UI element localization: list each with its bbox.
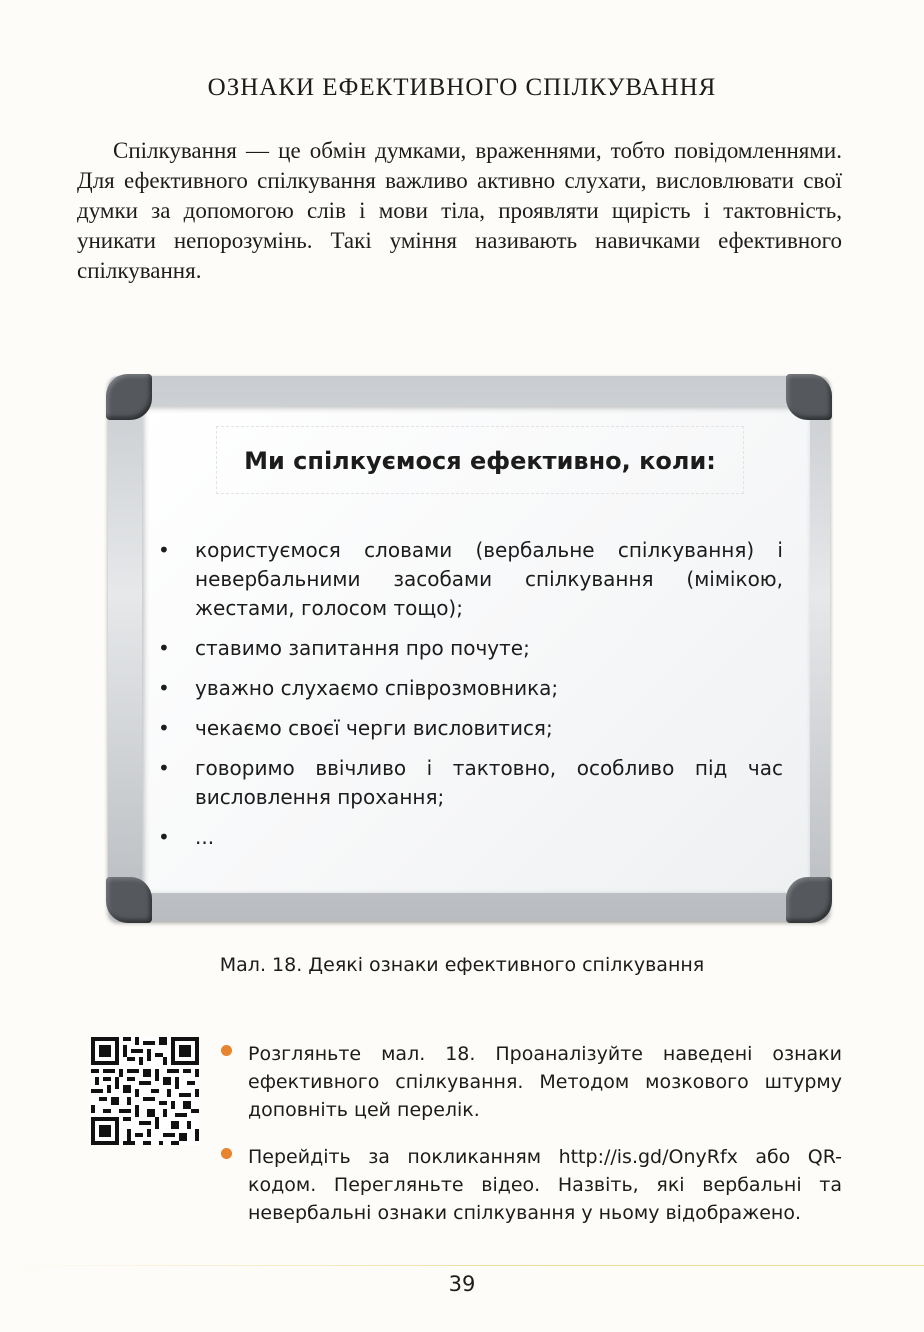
list-item — [158, 823, 783, 852]
task-text: Розгляньте мал. 18. Проаналізуйте наведені ознаки ефективного спілкування. Методом мозкового штурму доповніть цей перелік. — [248, 1043, 842, 1121]
bullet-icon: • — [158, 756, 170, 780]
list-item — [221, 1040, 842, 1124]
list-item-text: говоримо ввічливо і тактовно, особливо під час висловлення прохання; — [195, 756, 783, 809]
orange-bullet-icon — [221, 1045, 232, 1056]
list-item — [221, 1143, 842, 1227]
bullet-icon: • — [158, 538, 170, 562]
bullet-icon: • — [158, 716, 170, 740]
page-title: ОЗНАКИ ЕФЕКТИВНОГО СПІЛКУВАННЯ — [207, 74, 717, 101]
whiteboard-list — [158, 536, 783, 863]
orange-bullet-icon — [221, 1148, 232, 1159]
intro-paragraph: Спілкування — це обмін думками, враженнями, тобто повідомленнями. Для ефективного спілкування важливо активно слухати, висловлювати свої думки за допомогою слів і мови тіла, проявляти щирість і тактовність, уникати непорозумінь. Такі уміння називають навичками ефективного спілкування. — [77, 138, 842, 283]
list-item-text: користуємося словами (вербальне спілкування) і невербальними засобами спілкування (мімікою, жестами, голосом тощо); — [195, 538, 783, 620]
list-item-text: уважно слухаємо співрозмовника; — [195, 676, 559, 700]
task-text: Перейдіть за покликанням http://is.gd/OnyRfx або QR-кодом. Перегляньте відео. Назвіть, які вербальні та невербальні ознаки спілкування у ньому відображено. — [248, 1146, 842, 1224]
list-item-text: ставимо запитання про почуте; — [195, 636, 530, 660]
list-item-text: чекаємо своєї черги висловитися; — [195, 716, 553, 740]
whiteboard-corner-icon — [106, 877, 152, 923]
page-number: 39 — [448, 1272, 476, 1296]
whiteboard-corner-icon — [106, 374, 152, 420]
whiteboard-heading: Ми спілкуємося ефективно, коли: — [216, 426, 744, 494]
list-item — [158, 536, 783, 623]
list-item — [158, 634, 783, 663]
qr-code-icon[interactable] — [91, 1037, 199, 1145]
footer-divider — [0, 1265, 924, 1266]
figure-caption: Мал. 18. Деякі ознаки ефективного спілкування — [219, 954, 705, 976]
list-item-text: ... — [195, 825, 215, 849]
bullet-icon: • — [158, 825, 170, 849]
bullet-icon: • — [158, 636, 170, 660]
whiteboard-corner-icon — [786, 374, 832, 420]
bullet-icon: • — [158, 676, 170, 700]
task-list — [221, 1040, 842, 1246]
list-item — [158, 714, 783, 743]
whiteboard-corner-icon — [786, 877, 832, 923]
list-item — [158, 674, 783, 703]
list-item — [158, 754, 783, 812]
